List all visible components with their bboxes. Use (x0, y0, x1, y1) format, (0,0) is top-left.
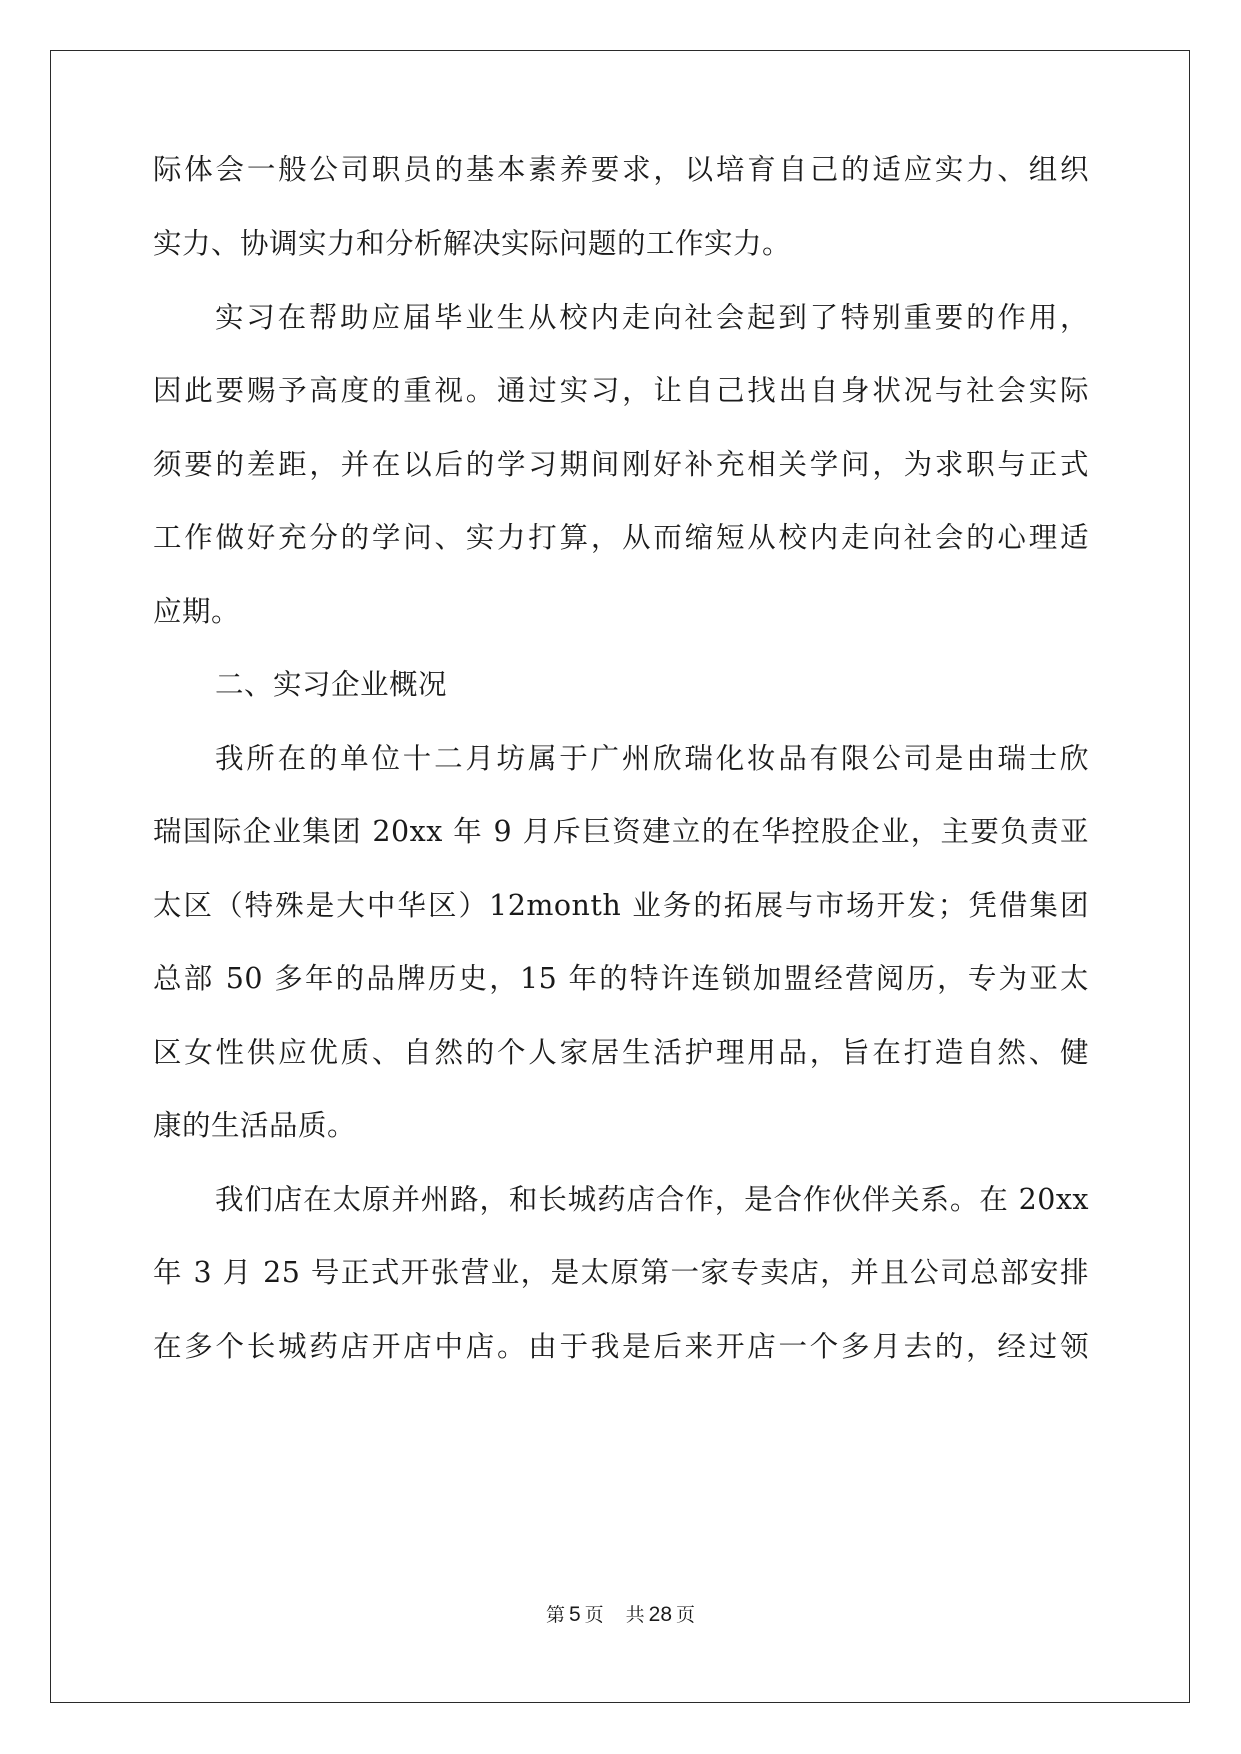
page-prefix: 第 (545, 1604, 565, 1626)
text-line: 实力、协调实力和分析解决实际问题的工作实力。 (153, 227, 792, 260)
page-number: 5 (568, 1603, 581, 1626)
page-suffix: 页 (584, 1604, 604, 1626)
total-prefix: 共 (625, 1604, 645, 1626)
text-line: 康的生活品质。 (153, 1109, 357, 1142)
total-suffix: 页 (676, 1604, 696, 1626)
page-footer (0, 1603, 1241, 1627)
paragraph-first-line: 我们店在太原并州路，和长城药店合作，是合作伙伴关系。在 20xx (215, 1183, 1089, 1216)
text-line: 际体会一般公司职员的基本素养要求，以培育自己的适应实力、组织 (153, 153, 1089, 186)
text-line: 因此要赐予高度的重视。通过实习，让自己找出自身状况与社会实际 (153, 374, 1089, 407)
text-line: 须要的差距，并在以后的学习期间刚好补充相关学问，为求职与正式 (153, 448, 1089, 481)
text-line: 在多个长城药店开店中店。由于我是后来开店一个多月去的，经过领 (153, 1330, 1089, 1363)
paragraph-first-line: 实习在帮助应届毕业生从校内走向社会起到了特别重要的作用， (215, 301, 1089, 334)
text-line: 区女性供应优质、自然的个人家居生活护理用品，旨在打造自然、健 (153, 1036, 1089, 1069)
text-line: 太区（特殊是大中华区）12month 业务的拓展与市场开发；凭借集团 (153, 889, 1089, 922)
text-line: 瑞国际企业集团 20xx 年 9 月斥巨资建立的在华控股企业，主要负责亚 (153, 815, 1089, 848)
text-line: 年 3 月 25 号正式开张营业，是太原第一家专卖店，并且公司总部安排 (153, 1256, 1089, 1289)
paragraph-first-line: 我所在的单位十二月坊属于广州欣瑞化妆品有限公司是由瑞士欣 (215, 742, 1089, 775)
section-heading: 二、实习企业概况 (215, 668, 448, 701)
text-line: 应期。 (153, 595, 241, 628)
text-line: 总部 50 多年的品牌历史，15 年的特许连锁加盟经营阅历，专为亚太 (153, 962, 1089, 995)
text-line: 工作做好充分的学问、实力打算，从而缩短从校内走向社会的心理适 (153, 521, 1089, 554)
total-pages: 28 (648, 1603, 673, 1626)
